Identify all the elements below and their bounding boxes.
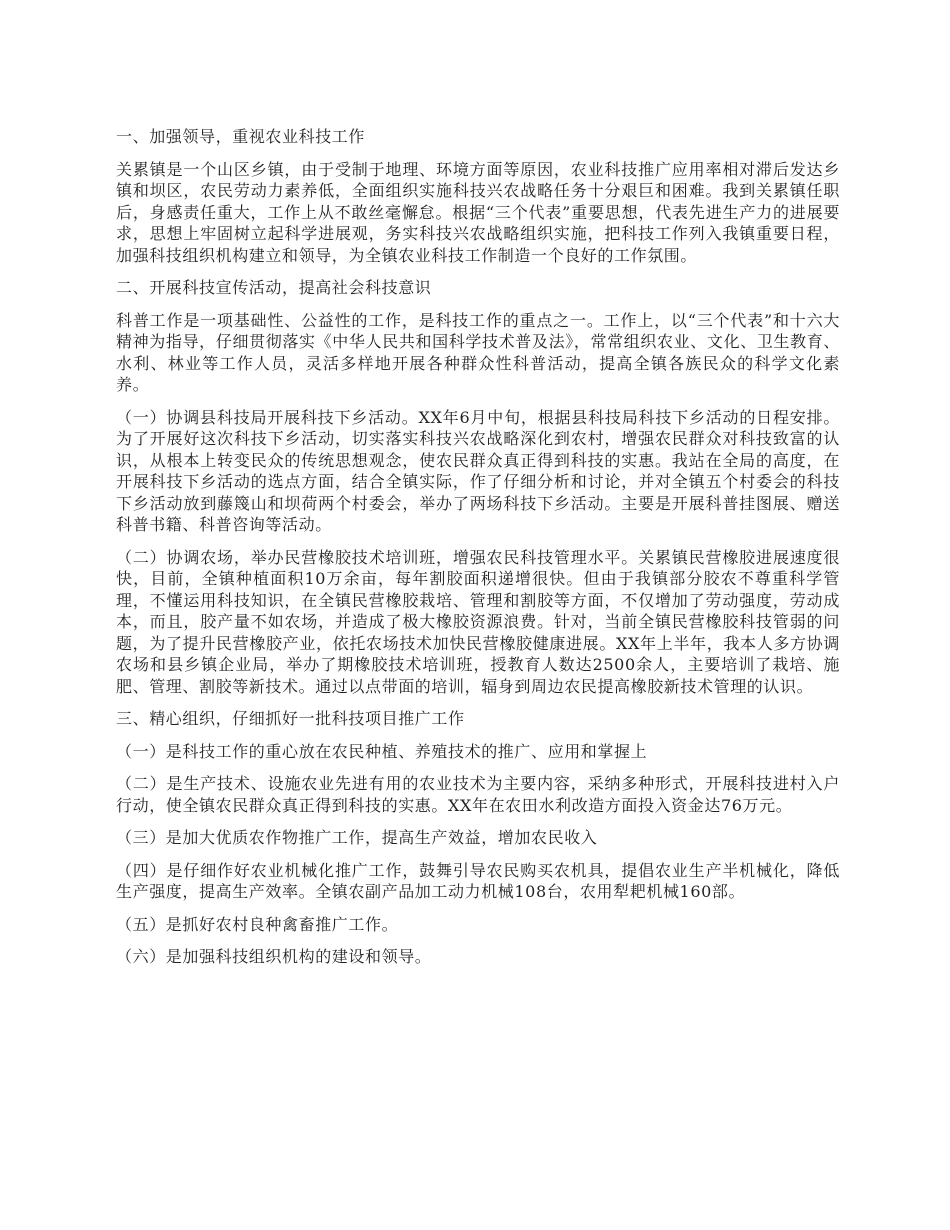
list-item-1: （一）是科技工作的重心放在农民种植、养殖技术的推广、应用和掌握上 (116, 741, 648, 761)
list-item-4: （四）是仔细作好农业机械化推广工作，鼓舞引导农民购买农机具，提倡农业生产半机械化，降低生产强度，提高生产效率。全镇农副产品加工动力机械108台，农用犁耙机械160部。 (116, 860, 840, 901)
document-body (116, 126, 840, 979)
list-item-3: （三）是加大优质农作物推广工作，提高生产效益，增加农民收入 (116, 828, 598, 847)
list-item-6: （六）是加强科技组织机构的建设和领导。 (116, 947, 432, 966)
paragraph-2: 科普工作是一项基础性、公益性的工作，是科技工作的重点之一。工作上，以“三个代表”和十六大精神为指导，仔细贯彻落实《中华人民共和国科学技术普及法》，常常组织农业、文化、卫生教育、水利、林业等工作人员，灵活多样地开展各种群众性科普活动，提高全镇各族民众的科学文化素养。 (116, 310, 840, 394)
section-heading-1: 一、加强领导，重视农业科技工作 (116, 127, 366, 146)
list-item-2: （二）是生产技术、设施农业先进有用的农业技术为主要内容，采纳多种形式，开展科技进村入户行动，使全镇农民群众真正得到科技的实惠。XX年在农田水利改造方面投入资金达76万元。 (116, 774, 840, 815)
paragraph-4: （二）协调农场，举办民营橡胶技术培训班，增强农民科技管理水平。关累镇民营橡胶进展速度很快，目前，全镇种植面积10万余亩，每年割胶面积递增很快。但由于我镇部分胶农不尊重科学管理，不懂运用科技知识，在全镇民营橡胶栽培、管理和割胶等方面，不仅增加了劳动强度，劳动成本，而且，胶产量不如农场，并造成了极大橡胶资源浪费。针对，当前全镇民营橡胶科技管弱的问题，为了提升民营橡胶产业，依托农场技术加快民营橡胶健康进展。XX年上半年，我本人多方协调农场和县乡镇企业局，举办了期橡胶技术培训班，授教育人数达2500余人，主要培训了栽培、施肥、管理、割胶等新技术。通过以点带面的培训，辐身到周边农民提高橡胶新技术管理的认识。 (116, 547, 840, 696)
section-heading-3: 三、精心组织，仔细抓好一批科技项目推广工作 (116, 709, 465, 728)
section-heading-2: 二、开展科技宣传活动，提高社会科技意识 (116, 278, 432, 297)
paragraph-1: 关累镇是一个山区乡镇，由于受制于地理、环境方面等原因，农业科技推广应用率相对滞后发达乡镇和坝区，农民劳动力素养低，全面组织实施科技兴农战略任务十分艰巨和困难。我到关累镇任职后，身感责任重大，工作上从不敢丝毫懈怠。根据“三个代表”重要思想，代表先进生产力的进展要求，思想上牢固树立起科学进展观，务实科技兴农战略组织实施，把科技工作列入我镇重要日程，加强科技组织机构建立和领导，为全镇农业科技工作制造一个良好的工作氛围。 (116, 159, 840, 265)
list-item-5: （五）是抓好农村良种禽畜推广工作。 (116, 914, 399, 934)
paragraph-3: （一）协调县科技局开展科技下乡活动。XX年6月中旬，根据县科技局科技下乡活动的日程安排。为了开展好这次科技下乡活动，切实落实科技兴农战略深化到农村，增强农民群众对科技致富的认识，从根本上转变民众的传统思想观念，使农民群众真正得到科技的实惠。我站在全局的高度，在开展科技下乡活动的选点方面，结合全镇实际，作了仔细分析和讨论，并对全镇五个村委会的科技下乡活动放到藤篾山和坝荷两个村委会，举办了两场科技下乡活动。主要是开展科普挂图展、赠送科普书籍、科普咨询等活动。 (116, 407, 840, 534)
